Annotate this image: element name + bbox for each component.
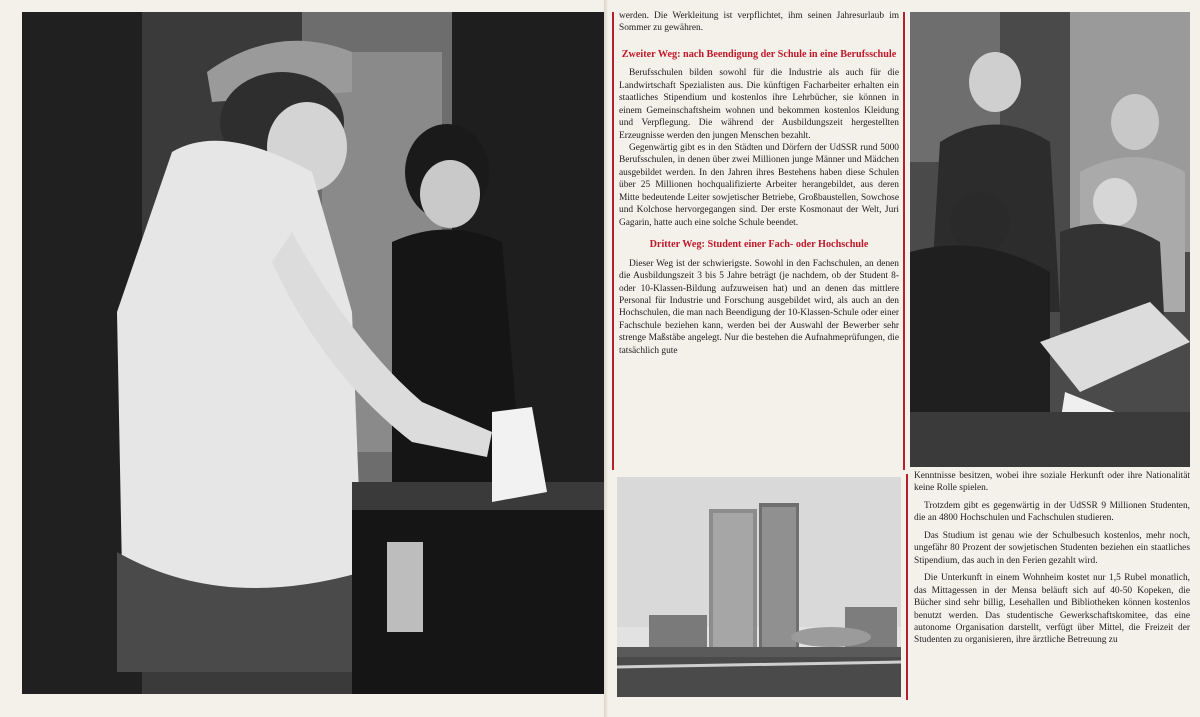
paragraph-free-study: Das Studium ist genau wie der Schulbesuch kostenlos, mehr noch, ungefähr 80 Prozent der sowjetischen Studenten beziehen ein staatliches Stipendium, das auch in den Ferien gezahlt wird. <box>914 530 1190 566</box>
paragraph-5000-schools: Gegenwärtig gibt es in den Städten und Dörfern der UdSSR rund 5000 Berufsschulen, in denen über zwei Millionen junge Männer und Mädchen ausgebildet werden. In den Jahren ihres Bestehens haben diese Schulen über 25 Millionen hochqualifizierte Arbeiter herangebildet, aus deren Mitte bedeutende Leiter sowjetischer Betriebe, Großbaustellen, Sowchose und Kolchose hervorgegangen sind. Der erste Kosmonaut der Welt, Juri Gagarin, hatte auch eine solche Schule beendet. <box>619 143 899 228</box>
paragraph-hardest-way: Dieser Weg ist der schwierigste. Sowohl in den Fachschulen, an denen die Ausbildungszeit 3 bis 5 Jahre beträgt (je nachdem, ob der Student 8- oder 10-Klassen-Bildung aufzuweisen hat) und an denen das mittlere Personal für Industrie und Forschung ausgebildet wird, als auch an den Hochschulen, die man nach Beendigung der 10-Klassen-Schule oder einer Fachschule beziehen kann, werden bei der Auswahl der Bewerber sehr strenge Maßstäbe angelegt. Nur die bestehen die Aufnahmeprüfungen, die tatsächlich gute <box>619 258 899 356</box>
photo-students-group <box>910 12 1190 467</box>
paragraph-berufsschulen: Berufsschulen bilden sowohl für die Industrie als auch für die Landwirtschaft Spezialisten aus. Die künftigen Facharbeiter erhalten ein staatliches Stipendium und kostenlos ihre Lehrbücher, sie können in einem Gemeinschaftsheim wohnen und bekommen kostenlos Kleidung und Verpflegung. Die während der Ausbildungszeit hergestellten Erzeugnisse werden den jungen Menschen bezahlt. <box>619 68 899 141</box>
paragraph-knowledge: Kenntnisse besitzen, wobei ihre soziale Herkunft oder ihre Nationalität keine Rolle spielen. <box>914 471 1190 494</box>
text-column-1 <box>619 10 899 470</box>
heading-second-way: Zweiter Weg: nach Beendigung der Schule in eine Berufsschule <box>621 48 897 60</box>
red-rule-right <box>906 474 908 700</box>
photo-voting-women <box>22 12 604 694</box>
paragraph-9-million-students: Trotzdem gibt es gegenwärtig in der UdSSR 9 Millionen Studenten, die an 4800 Hochschulen und Fachschulen studieren. <box>914 500 1190 524</box>
red-rule-mid <box>903 12 905 470</box>
photo-high-rise-buildings <box>617 477 901 697</box>
text-column-2 <box>914 470 1190 715</box>
intro-paragraph: werden. Die Werkleitung ist verpflichtet, ihm seinen Jahresurlaub im Sommer zu gewähren. <box>619 11 899 34</box>
heading-third-way: Dritter Weg: Student einer Fach- oder Hochschule <box>649 239 869 251</box>
page-gutter <box>604 0 610 717</box>
paragraph-dormitory: Die Unterkunft in einem Wohnheim kostet nur 1,5 Rubel monatlich, das Mittagessen in der Mensa beläuft sich auf 40-50 Kopeken, die Bücher sind sehr billig, Lesehallen und Bibliotheken können kostenlos benutzt werden. Das studentische Gewerkschaftskomitee, das eine autonome Organisation darstellt, verfügt über Mittel, die Freizeit der Studenten zu organisieren, ihre ärztliche Betreuung zu <box>914 573 1190 646</box>
red-rule-left <box>612 12 614 470</box>
